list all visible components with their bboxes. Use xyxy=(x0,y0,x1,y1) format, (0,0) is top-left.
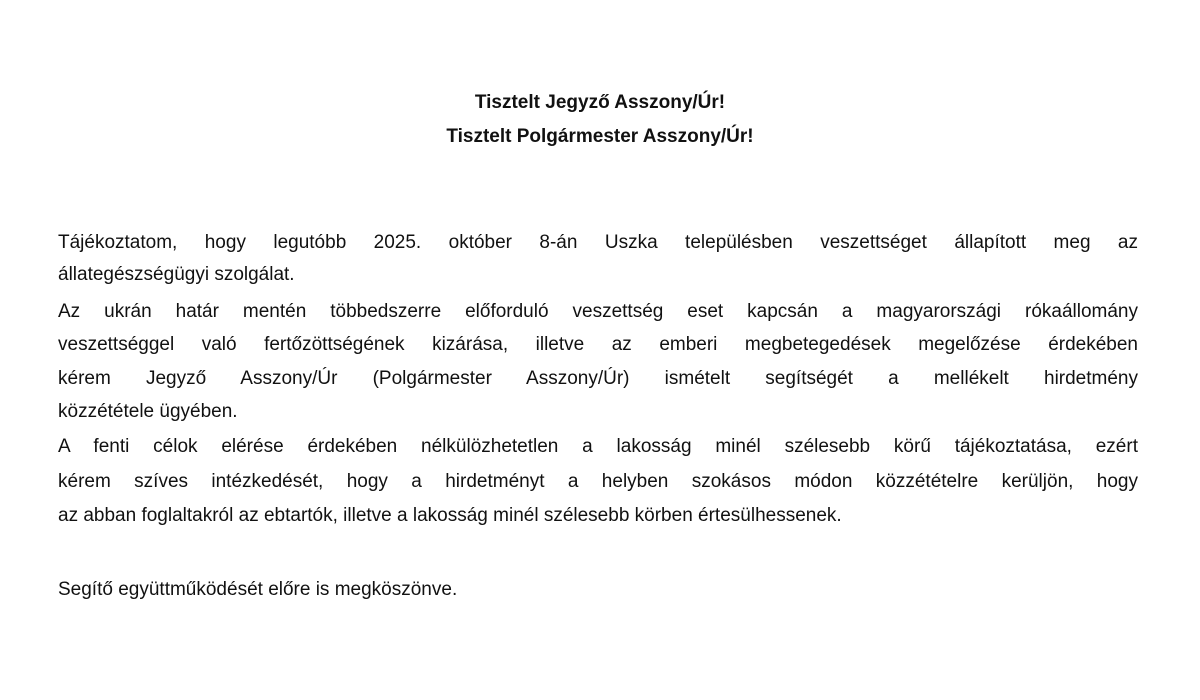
body-line: közzététele ügyében. xyxy=(58,401,238,422)
salutation-mayor: Tisztelt Polgármester Asszony/Úr! xyxy=(446,126,754,147)
body-line: állategészségügyi szolgálat. xyxy=(58,264,295,285)
body-line: kérem Jegyző Asszony/Úr (Polgármester Asszony/Úr) ismételt segítségét a mellékelt hirdetmény xyxy=(58,368,1138,389)
body-line: A fenti célok elérése érdekében nélkülözhetetlen a lakosság minél szélesebb körű tájékoztatása, ezért xyxy=(58,436,1138,457)
closing-line: Segítő együttműködését előre is megköszönve. xyxy=(58,579,458,600)
body-line: az abban foglaltakról az ebtartók, illetve a lakosság minél szélesebb körben értesülhessenek. xyxy=(58,505,842,526)
body-line: Az ukrán határ mentén többedszerre előforduló veszettség eset kapcsán a magyarországi rókaállomány xyxy=(58,301,1138,322)
body-line: veszettséggel való fertőzöttségének kizárása, illetve az emberi megbetegedések megelőzése érdekében xyxy=(58,334,1138,355)
body-line: Tájékoztatom, hogy legutóbb 2025. október 8-án Uszka településben veszettséget állapított meg az xyxy=(58,232,1138,253)
salutation-notary: Tisztelt Jegyző Asszony/Úr! xyxy=(474,92,726,113)
body-line: kérem szíves intézkedését, hogy a hirdetményt a helyben szokásos módon közzétételre kerüljön, hogy xyxy=(58,471,1138,492)
